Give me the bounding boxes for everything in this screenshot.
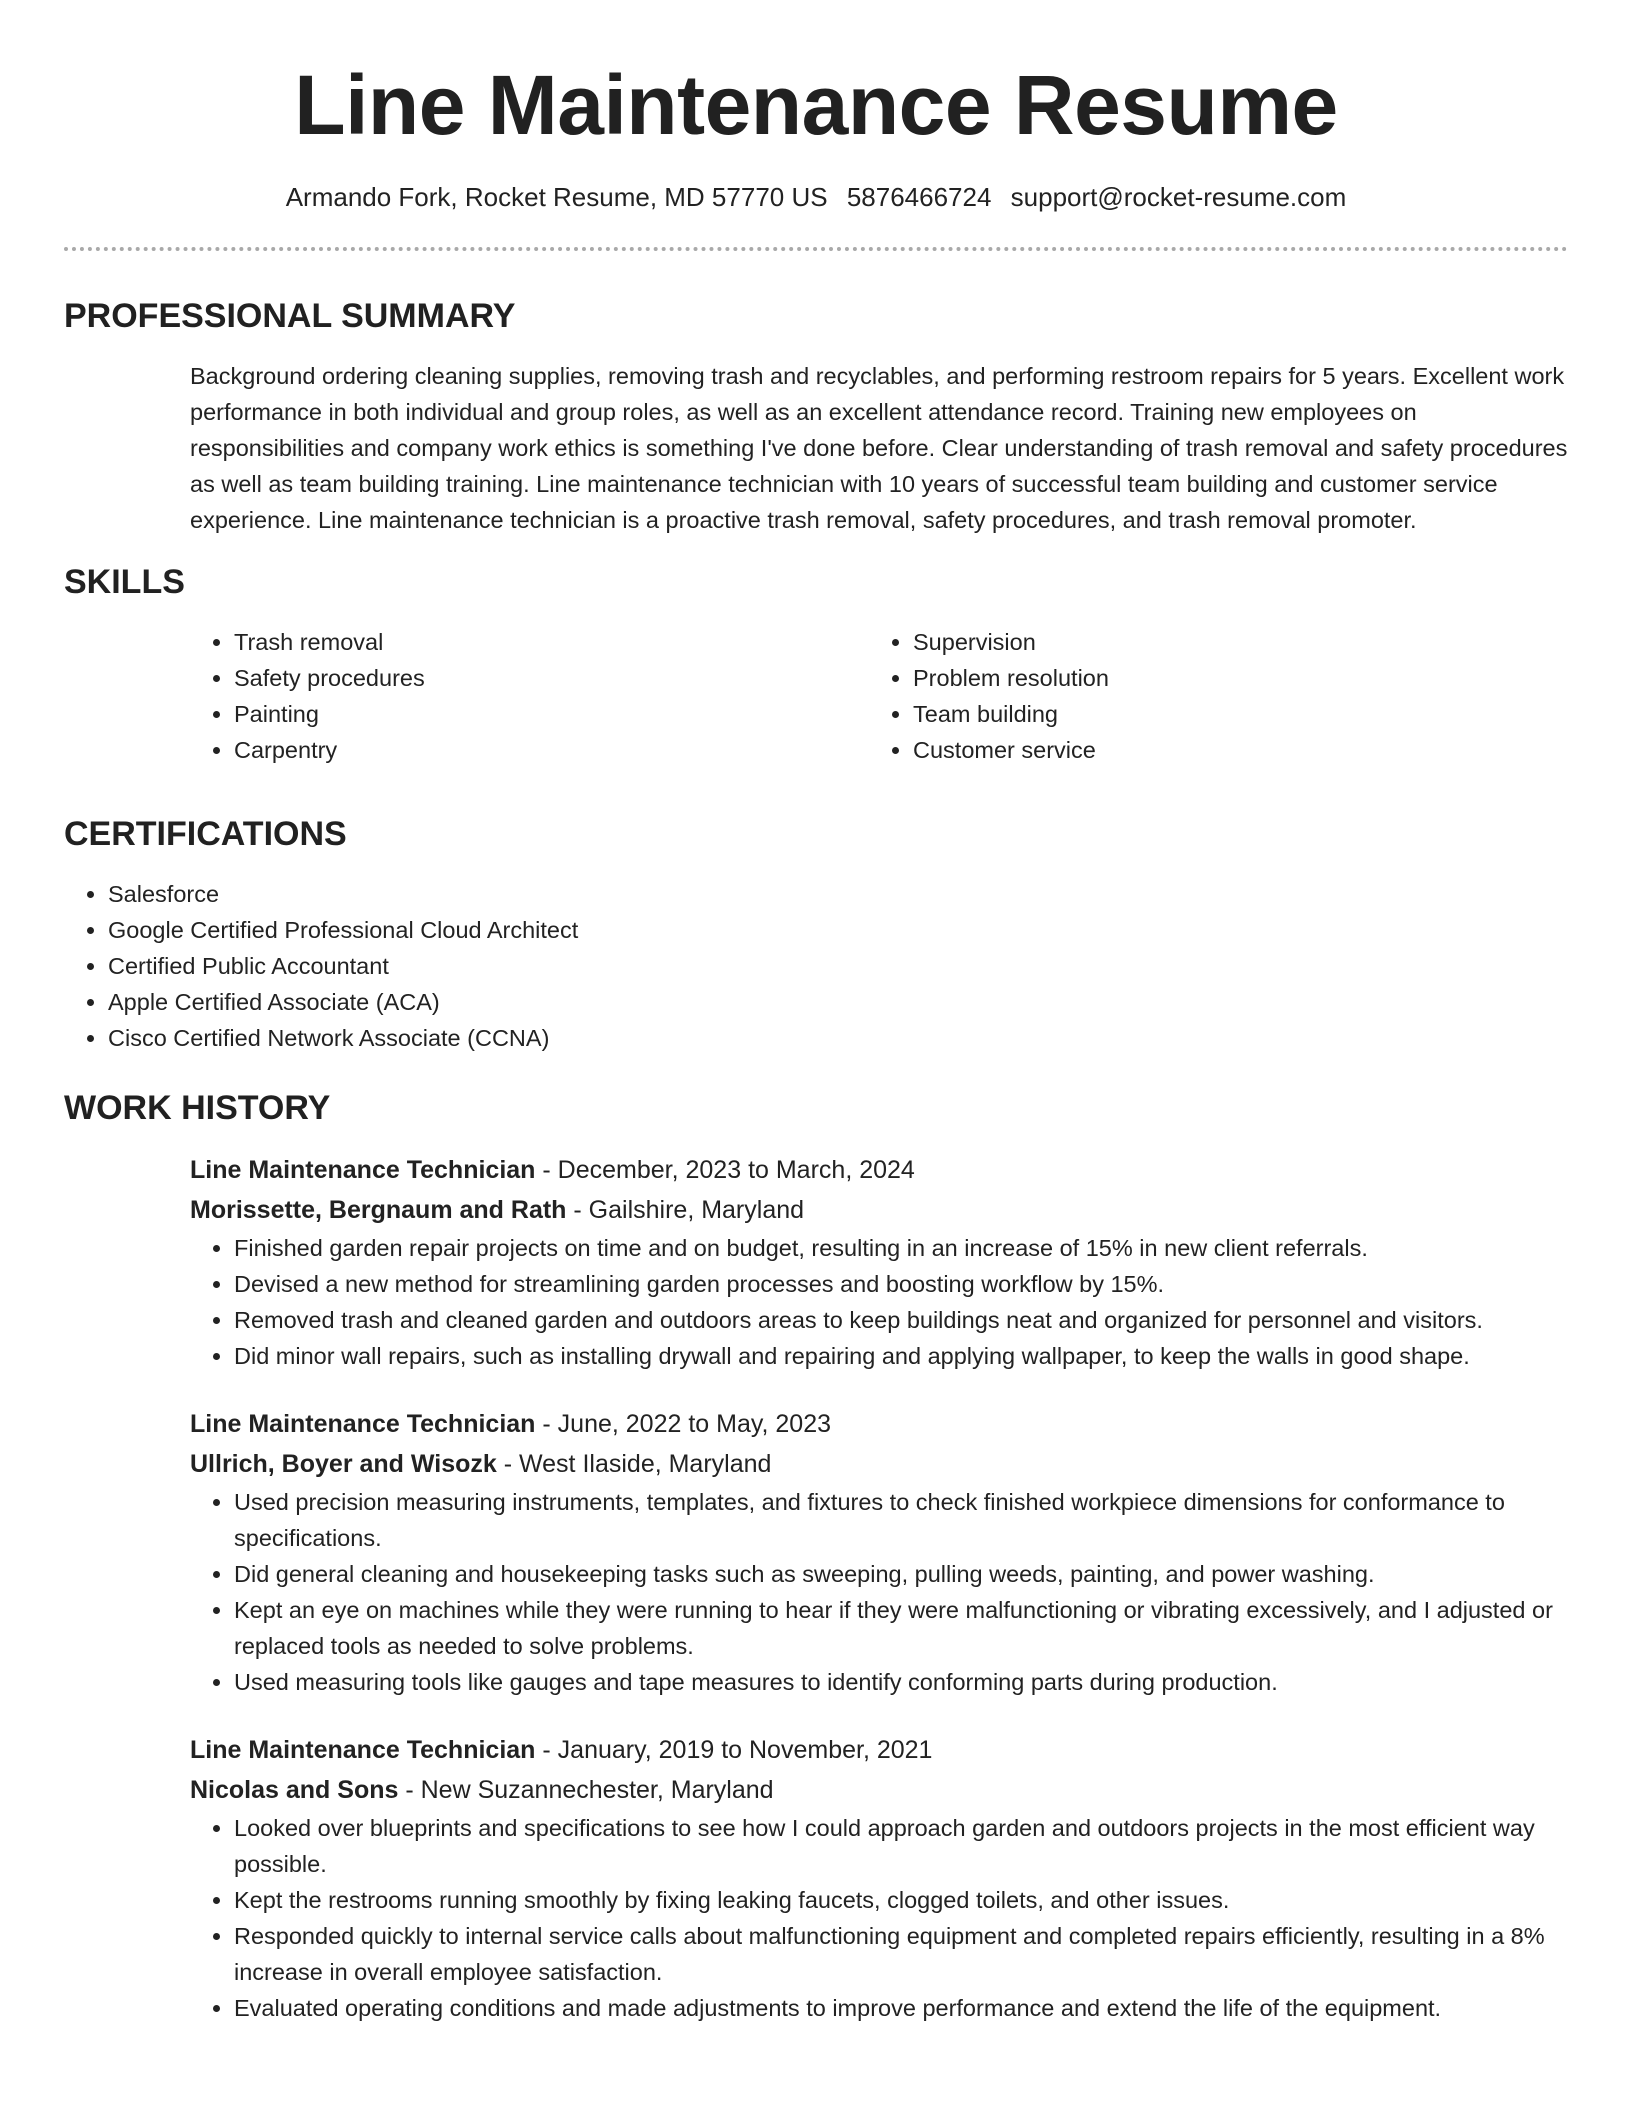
resume-title: Line Maintenance Resume: [294, 58, 1338, 152]
job-company: Morissette, Bergnaum and Rath: [190, 1196, 567, 1224]
job-bullet: • Kept the restrooms running smoothly by fixing leaking faucets, clogged toilets, and other issues.: [234, 1882, 1568, 1918]
resume-page: [64, 0, 1568, 2026]
skill-item: • Safety procedures: [234, 660, 869, 696]
skills-heading: SKILLS: [64, 563, 185, 601]
skills-column-right: [869, 624, 1548, 768]
certifications-section: [64, 812, 1568, 1056]
job-location: - West Ilaside, Maryland: [496, 1450, 772, 1478]
certification-item: • Google Certified Professional Cloud Architect: [108, 912, 1568, 948]
job-title: Line Maintenance Technician: [190, 1156, 536, 1184]
job-company-line: [190, 1444, 1568, 1484]
certification-item: • Certified Public Accountant: [108, 948, 1568, 984]
job-location: - New Suzannechester, Maryland: [398, 1776, 774, 1804]
job-bullet: • Did general cleaning and housekeeping tasks such as sweeping, pulling weeds, painting, and power washing.: [234, 1556, 1568, 1592]
skill-item: • Team building: [913, 696, 1548, 732]
job-title: Line Maintenance Technician: [190, 1736, 536, 1764]
job-dates: - January, 2019 to November, 2021: [535, 1736, 933, 1764]
skill-item: • Trash removal: [234, 624, 869, 660]
job-bullets: [190, 1810, 1568, 2026]
job-bullet: • Did minor wall repairs, such as installing drywall and repairing and applying wallpaper, to keep the walls in good shape.: [234, 1338, 1568, 1374]
contact-address: Armando Fork, Rocket Resume, MD 57770 US: [285, 182, 828, 212]
skill-item: • Customer service: [913, 732, 1548, 768]
job-bullet: • Removed trash and cleaned garden and outdoors areas to keep buildings neat and organized for personnel and visitors.: [234, 1302, 1568, 1338]
contact-line: [64, 180, 1568, 214]
certifications-heading: CERTIFICATIONS: [64, 815, 347, 853]
job-title: Line Maintenance Technician: [190, 1410, 536, 1438]
job-entry: [190, 1150, 1568, 1374]
work-history-heading: WORK HISTORY: [64, 1089, 331, 1127]
job-bullet: • Responded quickly to internal service calls about malfunctioning equipment and completed repairs efficiently, resulting in a 8% increase in overall employee satisfaction.: [234, 1918, 1568, 1990]
job-company: Ullrich, Boyer and Wisozk: [190, 1450, 497, 1478]
certification-item: • Salesforce: [108, 876, 1568, 912]
skills-column-left: [190, 624, 869, 768]
job-bullet: • Kept an eye on machines while they were running to hear if they were malfunctioning or vibrating excessively, and I adjusted or replaced tools as needed to solve problems.: [234, 1592, 1568, 1664]
job-company-line: [190, 1190, 1568, 1230]
contact-phone: 5876466724: [846, 182, 992, 212]
header-divider: [64, 247, 1568, 251]
job-entry: [190, 1404, 1568, 1700]
job-bullets: [190, 1484, 1568, 1700]
skill-item: • Problem resolution: [913, 660, 1548, 696]
job-location: - Gailshire, Maryland: [566, 1196, 805, 1224]
skills-columns: [190, 624, 1568, 768]
skill-item: • Supervision: [913, 624, 1548, 660]
job-company-line: [190, 1770, 1568, 1810]
job-entry: [190, 1730, 1568, 2026]
job-company: Nicolas and Sons: [190, 1776, 399, 1804]
job-bullet: • Used precision measuring instruments, templates, and fixtures to check finished workpiece dimensions for conformance to specifications.: [234, 1484, 1568, 1556]
job-title-line: [190, 1730, 1568, 1770]
job-bullets: [190, 1230, 1568, 1374]
work-history-section: [64, 1086, 1568, 2026]
job-bullet: • Evaluated operating conditions and made adjustments to improve performance and extend the life of the equipment.: [234, 1990, 1568, 2026]
job-title-line: [190, 1150, 1568, 1190]
job-bullet: • Finished garden repair projects on time and on budget, resulting in an increase of 15% in new client referrals.: [234, 1230, 1568, 1266]
job-dates: - December, 2023 to March, 2024: [535, 1156, 915, 1184]
certification-item: • Cisco Certified Network Associate (CCNA): [108, 1020, 1568, 1056]
job-bullet: • Devised a new method for streamlining garden processes and boosting workflow by 15%.: [234, 1266, 1568, 1302]
skill-item: • Painting: [234, 696, 869, 732]
job-bullet: • Looked over blueprints and specifications to see how I could approach garden and outdoors projects in the most efficient way possible.: [234, 1810, 1568, 1882]
certification-item: • Apple Certified Associate (ACA): [108, 984, 1568, 1020]
certifications-list: [64, 876, 1568, 1056]
skill-item: • Carpentry: [234, 732, 869, 768]
skills-section: [64, 560, 1568, 768]
summary-section: [64, 294, 1568, 538]
job-dates: - June, 2022 to May, 2023: [535, 1410, 832, 1438]
job-bullet: • Used measuring tools like gauges and tape measures to identify conforming parts during production.: [234, 1664, 1568, 1700]
summary-text: Background ordering cleaning supplies, removing trash and recyclables, and performing restroom repairs for 5 years. Excellent work performance in both individual and group roles, as well as an excellent attendance record. Training new employees on responsibilities and company work ethics is something I've done before. Clear understanding of trash removal and safety procedures as well as team building training. Line maintenance technician with 10 years of successful team building and customer service experience. Line maintenance technician is a proactive trash removal, safety procedures, and trash removal promoter.: [190, 363, 1568, 533]
contact-email: support@rocket-resume.com: [1010, 182, 1347, 212]
summary-heading: PROFESSIONAL SUMMARY: [64, 297, 516, 335]
job-title-line: [190, 1404, 1568, 1444]
